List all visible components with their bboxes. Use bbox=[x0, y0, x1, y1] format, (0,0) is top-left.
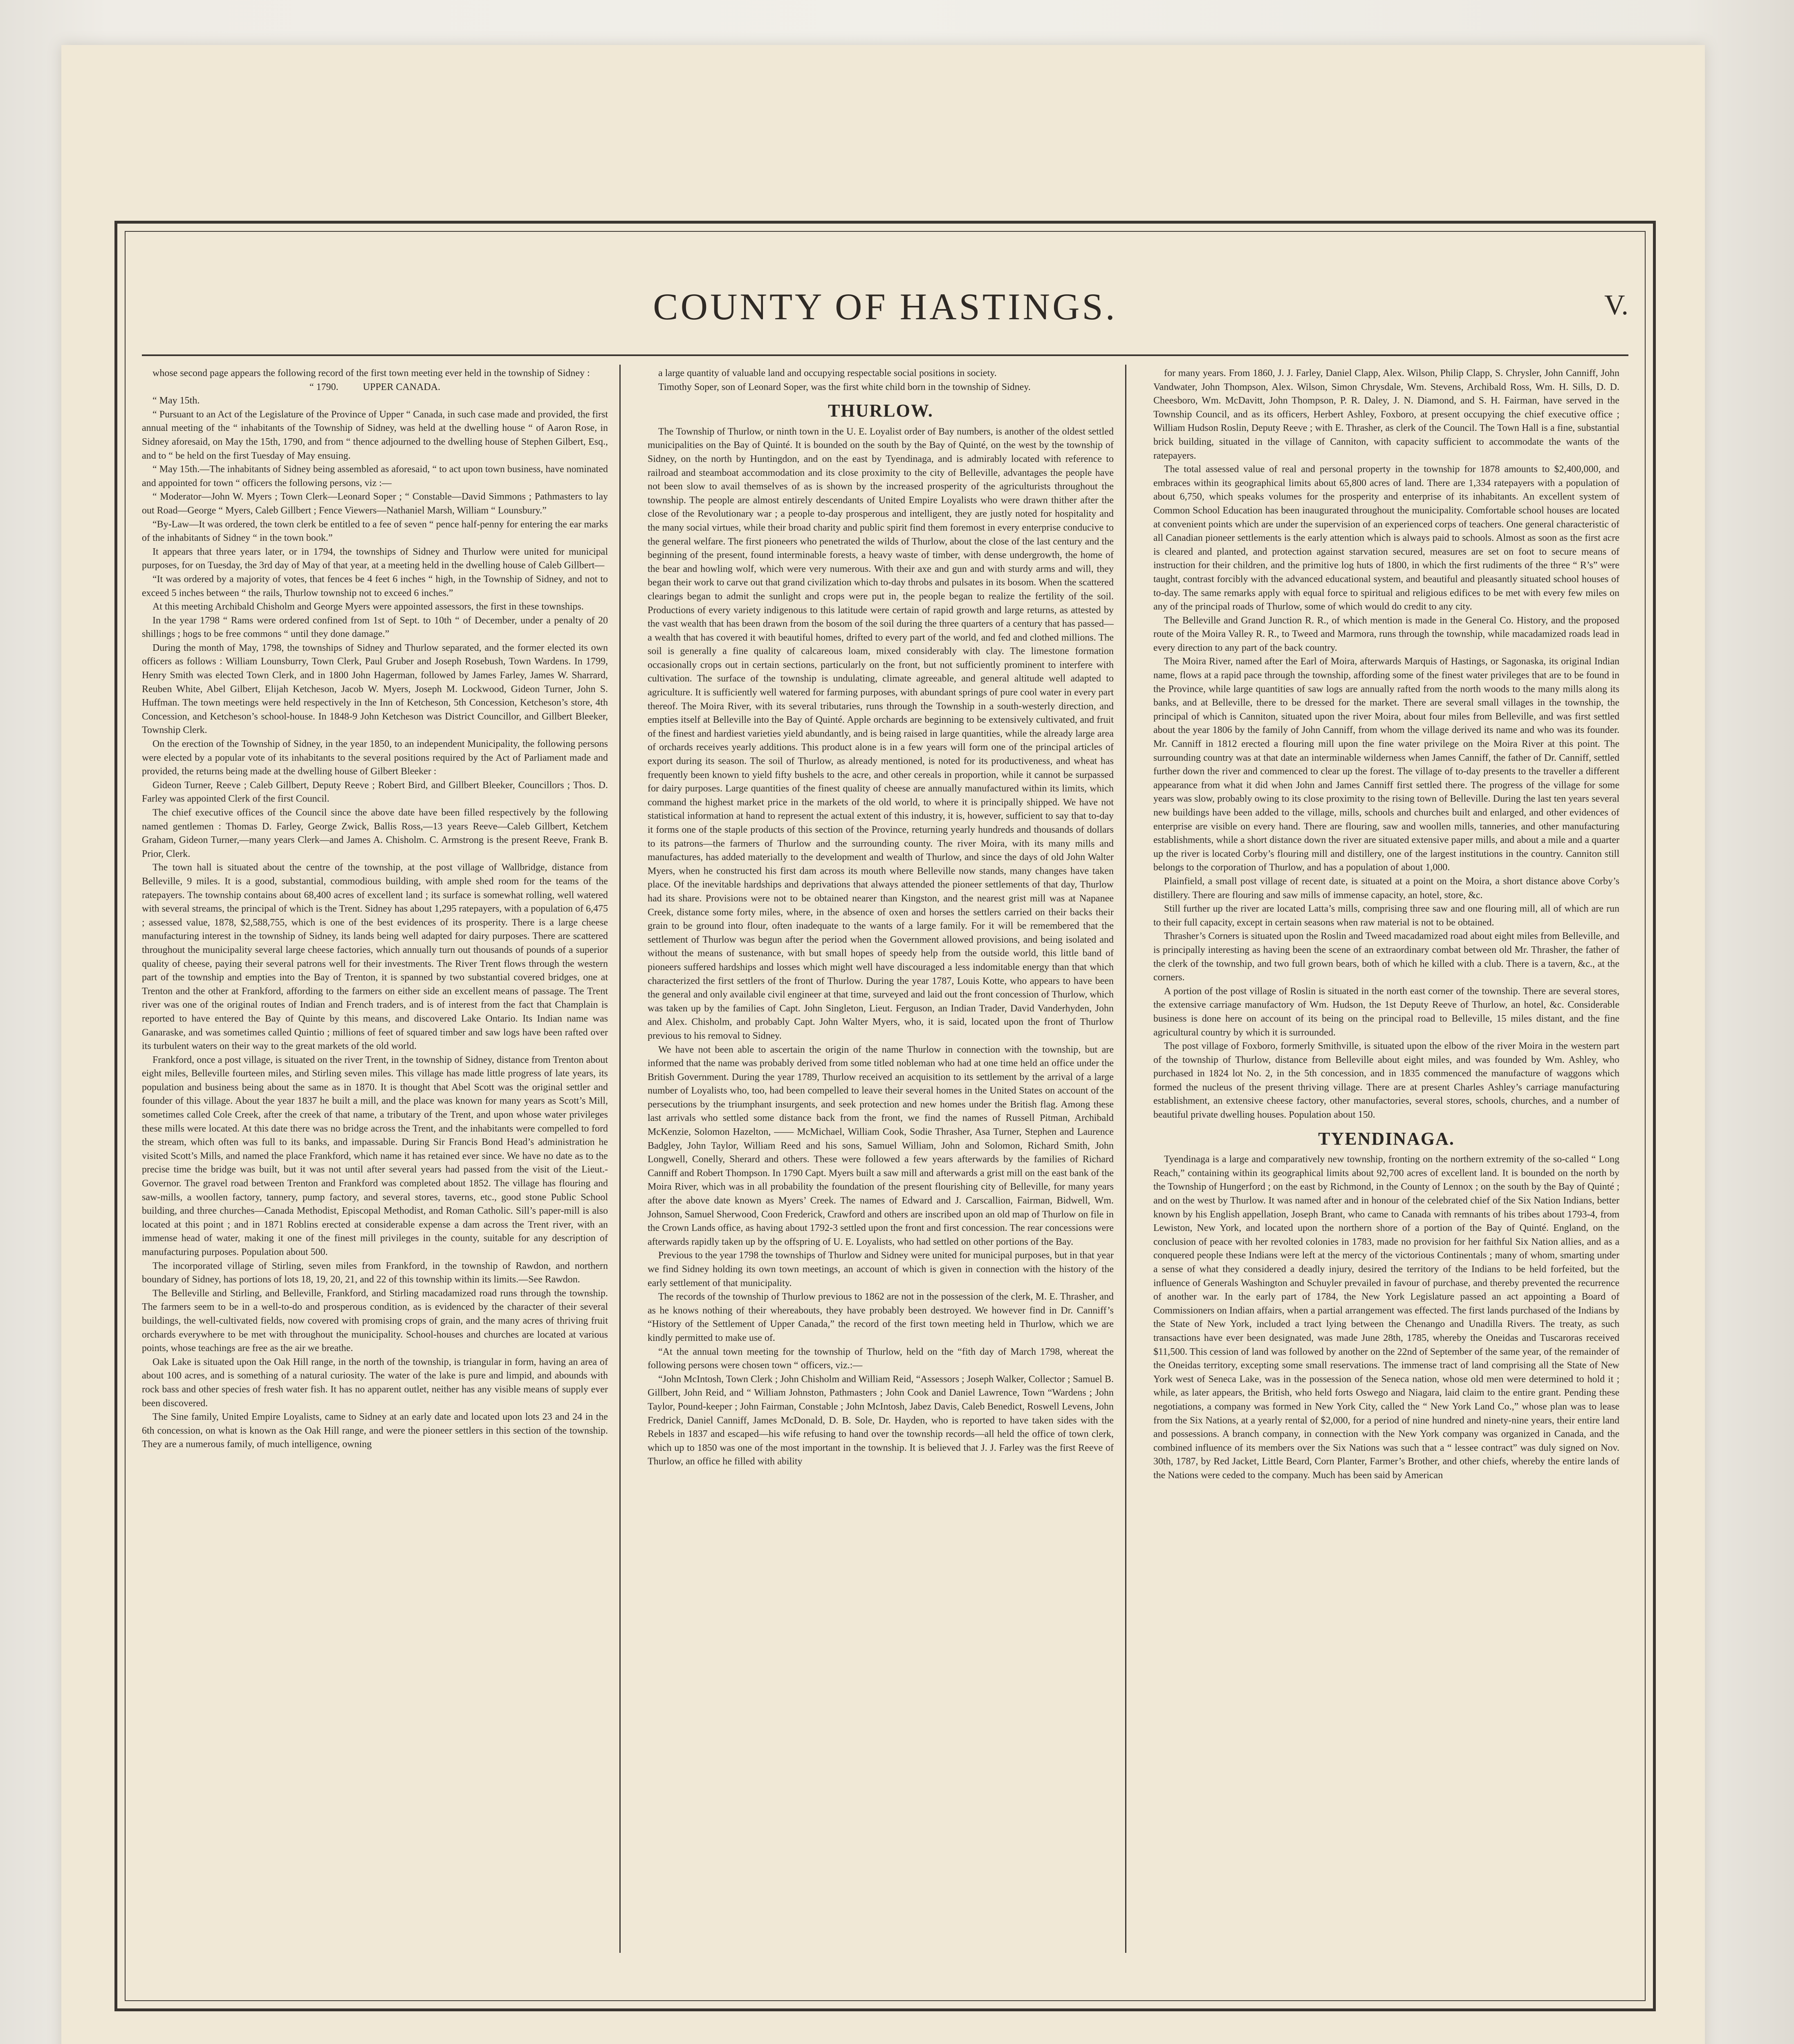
paragraph: Timothy Soper, son of Leonard Soper, was the first white child born in the township of Sidney. bbox=[658, 381, 1031, 392]
paragraph: “ 1790. UPPER CANADA. bbox=[309, 381, 440, 392]
paragraph: The records of the township of Thurlow previous to 1862 are not in the possession of the clerk, M. E. Thrasher, and as he knows nothing of their whereabouts, they have probably been destroyed. We however find in Dr. Canniff’s “History of the Settlement of Upper Canada,” the record of the first town meeting held in Thurlow, which we are kindly permitted to make use of. bbox=[648, 1291, 1114, 1343]
paragraph: The Moira River, named after the Earl of Moira, afterwards Marquis of Hastings, or Sagonaska, its original Indian name, flows at a rapid pace through the township, affording some of the finest water privileges that are to be found in the Province, while large quantities of saw logs are annually rafted from the north woods to the many mills along its banks, and at Belleville, there to be dressed for the market. There are several small villages in the township, the principal of which is Canniton, situated upon the river Moira, about four miles from Belleville, and was first settled about the year 1806 by the family of John Canniff, from whom the village derived its name and who was its founder. Mr. Canniff in 1812 erected a flouring mill upon the fine water privilege on the Moira River at this point. The surrounding country was at that date an interminable wilderness when James Canniff, the father of Dr. Canniff, settled further down the river and commenced to clear up the forest. The village of to-day presents to the traveller a different appearance from what it did when John and James Canniff first settled there. The progress of the village for some years was slow, probably owing to its close proximity to the rising town of Belleville. During the last ten years several new buildings have been added to the village, mills, schools and churches built and enlarged, and other evidences of enterprise are visible on every hand. There are flouring, saw and woollen mills, tanneries, and other manufacturing establishments, while a short distance down the river are situated extensive paper mills, and about a mile and a quarter up the river is located Corby’s flouring mill and distillery, one of the largest institutions in the country. Canniton still belongs to the corporation of Thurlow, and has a population of about 1,000. bbox=[1153, 656, 1619, 873]
atlas-page bbox=[61, 45, 1705, 2044]
paragraph: In the year 1798 “ Rams were ordered confined from 1st of Sept. to 10th “ of December, under a penalty of 20 shillings ; hogs to be free commons “ until they done damage.” bbox=[142, 615, 608, 640]
paragraph: Previous to the year 1798 the townships of Thurlow and Sidney were united for municipal purposes, but in that year we find Sidney holding its own town meetings, an account of which is given in connection with the history of the early settlement of that municipality. bbox=[648, 1250, 1114, 1289]
paragraph: The Belleville and Stirling, and Belleville, Frankford, and Stirling macadamized road runs through the township. The farmers seem to be in a well-to-do and prosperous condition, as is evidenced by the character of their several buildings, the well-cultivated fields, now covered with promising crops of grain, and the many acres of thriving fruit orchards everywhere to be met with throughout the municipality. School-houses and churches are located at various points, whose teachings are free as the air we breathe. bbox=[142, 1288, 608, 1354]
paragraph: On the erection of the Township of Sidney, in the year 1850, to an independent Municipality, the following persons were elected by a popular vote of its inhabitants to the several positions required by the Act of Parliament made and provided, the returns being made at the dwelling house of Gilbert Bleeker : bbox=[142, 739, 608, 777]
paragraph: “At the annual town meeting for the township of Thurlow, held on the “fith day of March 1798, whereat the following persons were chosen town “ officers, viz.:— bbox=[648, 1346, 1114, 1371]
paragraph: “ Moderator—John W. Myers ; Town Clerk—Leonard Soper ; “ Constable—David Simmons ; Pathmasters to lay out Road—George “ Myers, Caleb Gillbert ; Fence Viewers—Nathaniel Marsh, William “ Lounsbury.” bbox=[142, 491, 608, 516]
paragraph: It appears that three years later, or in 1794, the townships of Sidney and Thurlow were united for municipal purposes, for on Tuesday, the 3rd day of May of that year, at a meeting held in the dwelling house of Caleb Gillbert— bbox=[142, 546, 608, 571]
text-column-3 bbox=[1153, 367, 1619, 1953]
paragraph: whose second page appears the following record of the first town meeting ever held in the township of Sidney : bbox=[152, 368, 590, 379]
paragraph: Thrasher’s Corners is situated upon the Roslin and Tweed macadamized road about eight miles from Belleville, and is principally interesting as having been the scene of an extraordinary combat between old Mr. Thrasher, the father of the clerk of the township, and two full grown bears, both of which he killed with a club. There is a tavern, &c., at the corners. bbox=[1153, 931, 1619, 983]
paragraph: The Belleville and Grand Junction R. R., of which mention is made in the General Co. History, and the proposed route of the Moira Valley R. R., to Tweed and Marmora, runs through the township, while macadamized roads lead in every direction to any part of the back country. bbox=[1153, 615, 1619, 653]
text-column-2 bbox=[648, 367, 1114, 1953]
paragraph: Oak Lake is situated upon the Oak Hill range, in the north of the township, is triangular in form, having an area of about 100 acres, and is something of a natural curiosity. The water of the lake is pure and limpid, and abounds with rock bass and other species of fresh water fish. It has no apparent outlet, neither has any visible means of supply ever been discovered. bbox=[142, 1356, 608, 1409]
paragraph: The post village of Foxboro, formerly Smithville, is situated upon the elbow of the river Moira in the western part of the township of Thurlow, distance from Belleville about eight miles, and was founded by Wm. Ashley, who purchased in 1824 lot No. 2, in the 5th concession, and in 1835 commenced the manufacture of waggons which formed the nucleus of the present thriving village. There are at present Charles Ashley’s carriage manufacturing establishment, an extensive cheese factory, other manufactories, several stores, schools, churches, and a number of beautiful private dwelling houses. Population about 150. bbox=[1153, 1041, 1619, 1121]
paragraph: The Township of Thurlow, or ninth town in the U. E. Loyalist order of Bay numbers, is another of the oldest settled municipalities on the Bay of Quinté. It is bounded on the south by the Bay of Quinté, on the west by the township of Sidney, on the north by Huntingdon, and on the east by Tyendinaga, and is admirably located with reference to railroad and steamboat accommodation and its close proximity to the city of Belleville, advantages the people have not been slow to avail themselves of as is shown by the increased prosperity of the agriculturists throughout the township. The people are almost entirely descendants of United Empire Loyalists who were drawn thither after the close of the Revolutionary war ; a people to-day prosperous and intelligent, they are justly noted for hospitality and the many social virtues, while their broad charity and public spirit find them foremost in every enterprise conducive to the general welfare. The first pioneers who penetrated the wilds of Thurlow, about the close of the last century and the beginning of the present, found interminable forests, a heavy waste of timber, with dense undergrowth, the home of the bear and howling wolf, which were very numerous. With their axe and gun and with sturdy arms and will, they began their work to carve out that grand civilization which to-day throbs and pulsates in its bosom. When the scattered clearings began to admit the sunlight and crops were put in, the people began to realize the fertility of the soil. Productions of every variety indigenous to this latitude were certain of rapid growth and large returns, as attested by the vast wealth that has been drawn from the bosom of the soil during the three quarters of a century that has passed—a wealth that has covered it with beautiful homes, drifted to every part of the world, and fed and clothed millions. The soil is generally a fine quality of calcareous loam, mixed considerably with clay. The limestone formation occasionally crops out in certain sections, particularly on the front, but not sufficiently prominent to interfere with cultivation. The surface of the township is undulating, climate agreeable, and general altitude well adapted to agriculture. It is sufficiently well watered for farming purposes, with abundant springs of pure cool water in every part thereof. The Moira River, with its several tributaries, runs through the Township in a south-westerly direction, and empties itself at Belleville into the Bay of Quinté. Apple orchards are beginning to be extensively cultivated, and fruit of the finest and hardiest varieties yield abundantly, and is being raised in large quantities, while the already large area of orchards receives yearly additions. This product alone is in a few years will form one of the principal articles of export during its season. The soil of Thurlow, as already mentioned, is noted for its productiveness, and wheat has frequently been known to yield fifty bushels to the acre, and other cereals in proportion, while it cannot be surpassed for dairy purposes. Large quantities of the finest quality of cheese are annually manufactured within its limits, which command the highest market price in the markets of the old world, to where it is principally shipped. We have not statistical information at hand to represent the actual extent of this industry, it is, however, sufficient to say that to-day it forms one of the staple products of this section of the Province, returning yearly hundreds and thousands of dollars to its patrons—the farmers of Thurlow and the surrounding county. The river Moira, with its many mills and manufactures, has added materially to the development and wealth of Thurlow, and since the days of old John Walter Myers, when he constructed his first dam across its mouth where Belleville now stands, many changes have taken place. Of the inevitable hardships and deprivations that always attended the pioneer settlements of that day, Thurlow had its share. Provisions were not to be obtained nearer than Kingston, and the nearest grist mill was at Napanee Creek, distance some forty miles, where, in the absence of oxen and horses the settlers carried on their backs their grain to be ground into flour, often inadequate to the wants of a large family. For it will be remembered that the settlement of Thurlow was begun after the period when the Government allowed provisions, and being isolated and without the means of sustenance, with but small hopes of speedy help from the outside world, this little band of pioneers suffered hardships and losses which might well have discouraged a less indomitable energy than that which characterized the first settlers of the front of Thurlow. During the year 1787, Louis Kotte, who appears to have been the general and only available civil engineer at that time, surveyed and laid out the front concession of Thurlow, which was taken up by the families of Capt. John Singleton, Lieut. Ferguson, an Indian Trader, David Vanderhyden, John and Alex. Chisholm, and probably Capt. John Walter Myers, who, it is said, located upon the front of Thurlow previous to his removal to Sidney. bbox=[648, 426, 1114, 1041]
paragraph: At this meeting Archibald Chisholm and George Myers were appointed assessors, the first in these townships. bbox=[152, 601, 584, 612]
paragraph: “It was ordered by a majority of votes, that fences be 4 feet 6 inches “ high, in the Township of Sidney, and not to exceed 5 inches between “ the rails, Thurlow township not to exceed 6 inches.” bbox=[142, 574, 608, 598]
paragraph: During the month of May, 1798, the townships of Sidney and Thurlow separated, and the former elected its own officers as follows : William Lounsburry, Town Clerk, Paul Gruber and Joseph Rosebush, Town Wardens. In 1799, Henry Smith was elected Town Clerk, and in 1800 John Hagerman, followed by James Farley, James W. Sharrard, Reuben White, Abel Gilbert, Elijah Ketcheson, Jacob W. Myers, Joseph M. Lockwood, Gideon Turner, John S. Huffman. The town meetings were held respectively in the Inn of Ketcheson, 5th Concession, Ketcheson’s store, 4th Concession, and Ketcheson’s school-house. In 1848-9 John Ketcheson was District Councillor, and Gillbert Bleeker, Township Clerk. bbox=[142, 642, 608, 736]
column-divider-2 bbox=[1125, 365, 1126, 1953]
paragraph: The incorporated village of Stirling, seven miles from Frankford, in the township of Rawdon, and northern boundary of Sidney, has portions of lots 18, 19, 20, 21, and 22 of this township within its limits.—See Rawdon. bbox=[142, 1260, 608, 1285]
page-number: V. bbox=[1604, 289, 1628, 321]
paragraph: a large quantity of valuable land and occupying respectable social positions in society. bbox=[658, 368, 997, 379]
paragraph: Still further up the river are located Latta’s mills, comprising three saw and one flouring mill, all of which are run to their full capacity, except in certain seasons when raw material is not to be obtained. bbox=[1153, 903, 1619, 928]
paragraph: We have not been able to ascertain the origin of the name Thurlow in connection with the township, but are informed that the name was probably derived from some titled nobleman who had at one time held an office under the British Government. During the year 1789, Thurlow received an acquisition to its settlement by the arrival of a large number of Loyalists who, too, had been compelled to leave their several homes in the United States on account of the persecutions by the triumphant insurgents, and seek protection and new homes under the British flag. Among these last arrivals who settled some distance back from the front, we find the names of Russell Pitman, Archibald McKenzie, Solomon Hazelton, —— McMichael, William Cook, Sodie Thrasher, Asa Turner, Stephen and Laurence Badgley, John Taylor, William Reed and his sons, Samuel William, John and Solomon, Richard Smith, John Longwell, Conelly, Sherard and others. These were followed a few years afterwards by the families of Richard Canniff and Robert Thompson. In 1790 Capt. Myers built a saw mill and afterwards a grist mill on the east bank of the Moira River, which was in all probability the foundation of the present flourishing city of Belleville, for many years after the above date known as Myers’ Creek. The names of Edward and J. Carscallion, Fairman, Bidwell, Wm. Johnson, Samuel Sherwood, Coon Frederick, Crawford and others are inscribed upon an old map of Thurlow on file in the Crown Lands office, as having about 1792-3 settled upon the front and first concession. The rear concessions were afterwards rapidly taken up by the offspring of U. E. Loyalists, who had settled on other portions of the Bay. bbox=[648, 1044, 1114, 1247]
paragraph: Tyendinaga is a large and comparatively new township, fronting on the northern extremity of the so-called “ Long Reach,” containing within its geographical limits about 92,700 acres of excellent land. It is bounded on the north by the Township of Hungerford ; on the east by Richmond, in the County of Lennox ; on the south by the Bay of Quinté ; and on the west by Thurlow. It was named after and in honour of the celebrated chief of the Six Nation Indians, better known by his English appellation, Joseph Brant, who came to Canada with remnants of his tribes about 1793-4, from Lewiston, New York, and located upon the northern shore of a portion of the Bay of Quinté. England, on the conclusion of peace with her revolted colonies in 1783, made no provision for her faithful Six Nation allies, and as a conquered people these Indians were left at the mercy of the victorious Continentals ; many of whom, smarting under a sense of what they considered a deadly injury, desired the territory of the Indians to be held forfeited, but the influence of Generals Washington and Schuyler prevailed in favour of purchase, and thereby prevented the recurrence of another war. In the early part of 1784, the New York Legislature passed an act appointing a Board of Commissioners on Indian affairs, when a partial arrangement was effected. The first lands purchased of the Indians by the State of New York, included a tract lying between the Chenango and Unadilla Rivers. The treaty, as such transactions have ever been designated, was made June 28th, 1785, whereby the Oneidas and Tuscaroras received $11,500. This cession of land was followed by another on the 22nd of September of the same year, of the remainder of the Oneidas territory, excepting some small reservations. The immense tract of land comprising all the State of New York west of Seneca Lake, was in the possession of the Seneca nation, whose old men were determined to hold it ; while, as later appears, the British, who held forts Oswego and Niagara, laid claim to the entire grant. Pending these negotiations, a company was formed in New York City, called the “ New York Land Co.,” whose plan was to lease from the Six Nations, at a yearly rental of $2,000, for a period of nine hundred and ninety-nine years, their entire land and possessions. A branch company, in connection with the New York company was organized in Canada, and the combined influence of its members over the Six Nations was such that a “ lessee contract” was duly signed on Nov. 30th, 1787, by Red Jacket, Little Beard, Corn Planter, Farmer’s Brother, and other chiefs, whereby the entire lands of the Nations were ceded to the company. Much has been said by American bbox=[1153, 1154, 1619, 1481]
paragraph: Frankford, once a post village, is situated on the river Trent, in the township of Sidney, distance from Trenton about eight miles, Belleville fourteen miles, and Stirling seven miles. This village has made little progress of late years, its population and business being about the same as in 1870. It is thought that Abel Scott was the original settler and founder of this village. About the year 1837 he built a mill, and the place was known for many years as Scott’s Mill, sometimes called Cole Creek, after the creek of that name, a tributary of the Trent, and upon whose water privileges these mills were located. At this date there was no bridge across the Trent, and the inhabitants were compelled to ford the stream, which often was full to its banks, and impassable. During Sir Francis Bond Head’s administration he visited Scott’s Mills, and named the place Frankford, which name it has retained ever since. We have no date as to the precise time the bridge was built, but it was not until after several years had passed from the visit of the Lieut.-Governor. The gravel road between Trenton and Frankford was completed about 1852. The village has flouring and saw-mills, a woollen factory, tannery, pump factory, and several stores, taverns, etc., good stone Public School building, and three churches—Canada Methodist, Episcopal Methodist, and Roman Catholic. Sill’s paper-mill is also located at this point ; and in 1871 Roblins erected at considerable expense a dam across the Trent river, with an immense head of water, making it one of the finest mill privileges in the county, suitable for any description of manufacturing purposes. Population about 500. bbox=[142, 1054, 608, 1257]
paragraph: A portion of the post village of Roslin is situated in the north east corner of the township. There are several stores, the extensive carriage manufactory of Wm. Hudson, the 1st Deputy Reeve of Thurlow, an hotel, &c. Considerable business is done here on account of its being on the principal road to Belleville, 15 miles distant, and the fine agricultural country by which it is surrounded. bbox=[1153, 986, 1619, 1038]
column-divider-1 bbox=[619, 365, 621, 1953]
paragraph: “ May 15th.—The inhabitants of Sidney being assembled as aforesaid, “ to act upon town business, have nominated and appointed for town “ officers the following persons, viz :— bbox=[142, 464, 608, 489]
paragraph: “By-Law—It was ordered, the town clerk be entitled to a fee of seven “ pence half-penny for entering the ear marks of the inhabitants of Sidney “ in the town book.” bbox=[142, 519, 608, 544]
paragraph: The total assessed value of real and personal property in the township for 1878 amounts to $2,400,000, and embraces within its geographical limits about 65,800 acres of land. There are 1,334 ratepayers with a population of about 6,750, which speaks volumes for the prosperity and enterprise of its inhabitants. An excellent system of Common School Education has been inaugurated throughout the municipality. Comfortable school houses are located at convenient points which are under the supervision of an experienced corps of teachers. One general characteristic of all Canadian pioneer settlements is the early attention which is always paid to schools. Almost as soon as the first acre is cleared and planted, and protection against starvation secured, measures are set on foot to secure means of instruction for their children, and the primitive log huts of 1800, in which the first rudiments of the three “ R’s” were taught, contrast forcibly with the advanced educational system, and beautiful and pleasantly situated school houses of to-day. The same remarks apply with equal force to spiritual and religious edifices to be met with every few miles on any of the principal roads of Thurlow, some of which would do credit to any city. bbox=[1153, 464, 1619, 612]
paragraph: Gideon Turner, Reeve ; Caleb Gillbert, Deputy Reeve ; Robert Bird, and Gillbert Bleeker, Councillors ; Thos. D. Farley was appointed Clerk of the first Council. bbox=[142, 780, 608, 805]
section-heading-tyendinaga: TYENDINAGA. bbox=[1318, 1128, 1455, 1149]
text-column-1 bbox=[142, 367, 608, 1953]
title-rule bbox=[142, 354, 1628, 356]
page-frame bbox=[114, 221, 1656, 2011]
paragraph: “ Pursuant to an Act of the Legislature of the Province of Upper “ Canada, in such case made and provided, the first annual meeting of the “ inhabitants of the Township of Sidney, was held at the dwelling house “ of Aaron Rose, in Sidney aforesaid, on May the 15th, 1790, and from “ thence adjourned to the dwelling house of Stephen Gilbert, Esq., and to “ be held on the first Tuesday of May ensuing. bbox=[142, 409, 608, 461]
paragraph: The Sine family, United Empire Loyalists, came to Sidney at an early date and located upon lots 23 and 24 in the 6th concession, on what is known as the Oak Hill range, and were the pioneer settlers in this section of the township. They are a numerous family, of much intelligence, owning bbox=[142, 1412, 608, 1450]
paragraph: The town hall is situated about the centre of the township, at the post village of Wallbridge, distance from Belleville, 9 miles. It is a good, substantial, commodious building, with ample shed room for the teams of the ratepayers. The township contains about 68,400 acres of excellent land ; its surface is somewhat rolling, well watered with several streams, the principal of which is the Trent. Sidney has about 1,295 ratepayers, with a population of 6,475 ; assessed value, 1878, $2,588,755, which is one of the best evidences of its prosperity. There is a large cheese manufacturing interest in the township of Sidney, its lands being well adapted for dairy purposes. There are scattered throughout the municipality several large cheese factories, which annually turn out thousands of pounds of a superior quality of cheese, paying their several patrons well for their investments. The River Trent flows through the western part of the township and empties into the Bay of Trenton, it is spanned by two substantial covered bridges, one at Trenton and the other at Frankford, affording to the farmers on either side an excellent means of passage. The Trent river was one of the original routes of Indian and French traders, and is of interest from the fact that Champlain is reported to have entered the Bay of Quinte by this means, and discovered Lake Ontario. Its Indian name was Ganaraske, and was sometimes called Quintio ; millions of feet of squared timber and saw logs have been rafted over its turbulent waters on their way to the great markets of the old world. bbox=[142, 862, 608, 1052]
paragraph: The chief executive offices of the Council since the above date have been filled respectively by the following named gentlemen : Thomas D. Farley, George Zwick, Ballis Ross,—13 years Reeve—Caleb Gillbert, Ketchem Graham, Gideon Turner,—many years Clerk—and James A. Chisholm. C. Armstrong is the present Reeve, Frank B. Prior, Clerk. bbox=[142, 807, 608, 859]
paragraph: “ May 15th. bbox=[152, 395, 200, 406]
paragraph: Plainfield, a small post village of recent date, is situated at a point on the Moira, a short distance above Corby’s distillery. There are flouring and saw mills of immense capacity, an hotel, store, &c. bbox=[1153, 876, 1619, 901]
paragraph: “John McIntosh, Town Clerk ; John Chisholm and William Reid, “Assessors ; Joseph Walker, Collector ; Samuel B. Gillbert, John Reid, and “ William Johnston, Pathmasters ; John Cook and Daniel Lawrence, Town “Wardens ; John Taylor, Pound-keeper ; John Fairman, Constable ; John McIntosh, Jabez Davis, Caleb Benedict, Roswell Levens, John Fredrick, Daniel Canniff, James McDonald, D. B. Sole, Dr. Hayden, who is reported to have taken sides with the Rebels in 1837 and escaped—his wife refusing to hand over the township records—all held the office of town clerk, which up to 1850 was one of the most important in the township. It is believed that J. J. Farley was the first Reeve of Thurlow, an office he filled with ability bbox=[648, 1374, 1114, 1467]
page-title: COUNTY OF HASTINGS. bbox=[653, 286, 1117, 327]
section-heading-thurlow: THURLOW. bbox=[828, 401, 933, 421]
paragraph: for many years. From 1860, J. J. Farley, Daniel Clapp, Alex. Wilson, Philip Clapp, S. Chrysler, John Canniff, John Vandwater, John Thompson, Alex. Wilson, Simon Chrysdale, Wm. Stevens, Archibald Ross, Wm. H. Sills, D. D. Cheesboro, Wm. McDavitt, John Thompson, P. R. Daley, J. N. Diamond, and S. H. Fairman, have served in the Township Council, and as its officers, Herbert Ashley, Foxboro, at present occupying the chief executive office ; William Hudson Roslin, Deputy Reeve ; with E. Thrasher, as clerk of the Council. The Town Hall is a fine, substantial brick building, situated in the village of Canniton, with capacity sufficient to accommodate the wants of the ratepayers. bbox=[1153, 368, 1619, 461]
